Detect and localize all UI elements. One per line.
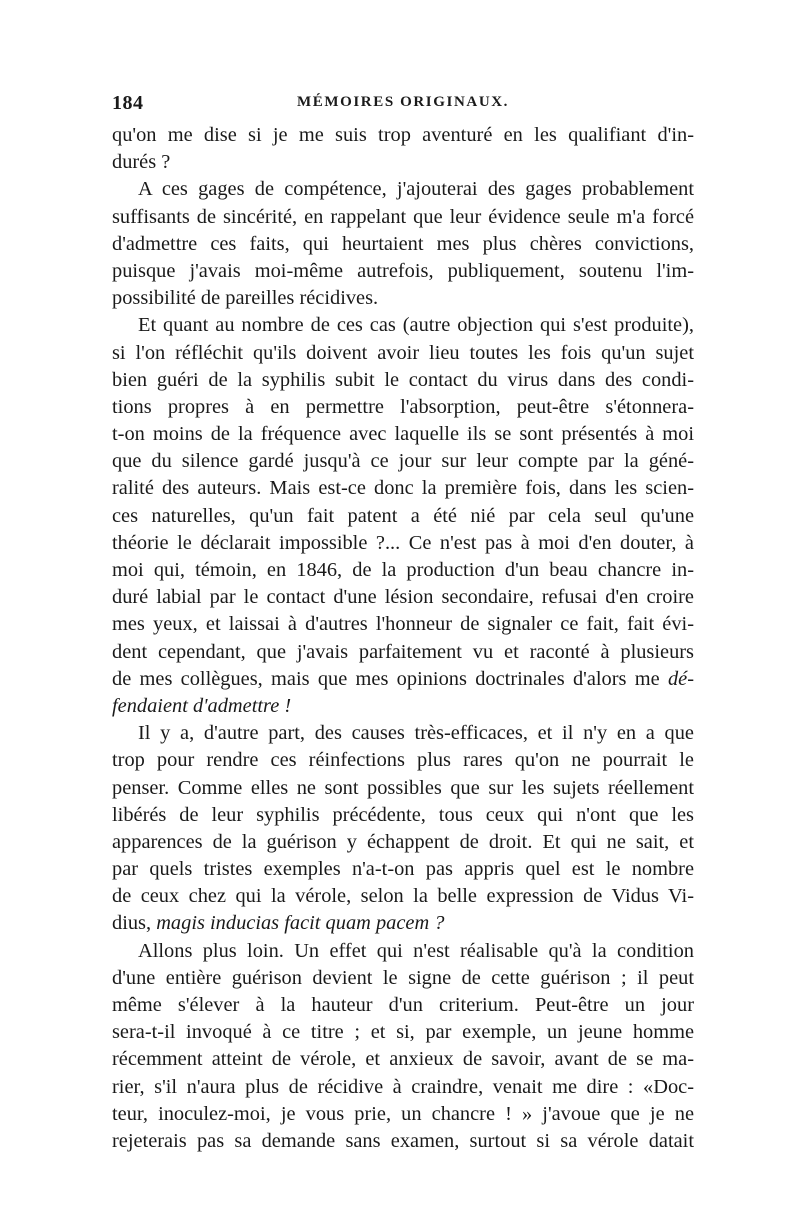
text-line: t-on moins de la fréquence avec laquelle ils se sont présentés à moi <box>112 423 694 446</box>
text-line: suffisants de sincérité, en rappelant que leur évidence seule m'a forcé <box>112 205 694 228</box>
text-line: possibilité de pareilles récidives. <box>112 287 379 310</box>
text-line: de mes collègues, mais que mes opinions doctrinales d'alors me dé- <box>112 667 694 690</box>
text-line: que du silence gardé jusqu'à ce jour sur leur compte par la géné- <box>112 450 694 473</box>
text-line: même s'élever à la hauteur d'un criterium. Peut-être un jour <box>112 994 694 1016</box>
text-line: par quels tristes exemples n'a-t-on pas appris quel est le nombre <box>112 858 694 881</box>
text-line: mes yeux, et laissai à d'autres l'honneur de signaler ce fait, fait évi- <box>112 613 694 636</box>
text-line: ces naturelles, qu'un fait patent a été nié par cela seul qu'une <box>112 504 694 527</box>
italic-text: dé- <box>667 667 694 690</box>
text-line: ralité des auteurs. Mais est-ce donc la première fois, dans les scien- <box>112 477 694 500</box>
paragraph-start-line: A ces gages de compétence, j'ajouterai des gages probablement <box>138 178 694 201</box>
text-line: penser. Comme elles ne sont possibles que sur les sujets réellement <box>112 776 694 799</box>
text-line: trop pour rendre ces réinfections plus rares qu'on ne pourrait le <box>112 749 694 772</box>
text-line: duré labial par le contact d'une lésion secondaire, refusai d'en croire <box>112 586 694 609</box>
text-line: teur, inoculez-moi, je vous prie, un chancre ! » j'avoue que je ne <box>112 1102 694 1125</box>
running-title: MÉMOIRES ORIGINAUX. <box>296 94 510 110</box>
text-line: dent cependant, que j'avais parfaitement vu et raconté à plusieurs <box>112 640 694 663</box>
text-line: bien guéri de la syphilis subit le contact du virus dans des condi- <box>112 368 694 391</box>
text-line: théorie le déclarait impossible ?... Ce n'est pas à moi d'en douter, à <box>112 531 694 554</box>
text-line: de ceux chez qui la vérole, selon la belle expression de Vidus Vi- <box>112 885 694 908</box>
text-line: d'une entière guérison devient le signe de cette guérison ; il peut <box>112 966 694 989</box>
page-number: 184 <box>112 92 144 114</box>
text-line: dius, magis inducias facit quam pacem ? <box>112 912 445 935</box>
book-page <box>112 92 694 1155</box>
paragraph-start-line: Il y a, d'autre part, des causes très-efficaces, et il n'y en a que <box>138 722 694 745</box>
text-line: rejeterais pas sa demande sans examen, surtout si sa vérole datait <box>112 1129 694 1152</box>
text-line: moi qui, témoin, en 1846, de la production d'un beau chancre in- <box>112 559 694 581</box>
text-line: apparences de la guérison y échappent de droit. Et qui ne sait, et <box>112 830 694 853</box>
italic-text: fendaient d'admettre ! <box>112 694 292 717</box>
text-line: rier, s'il n'aura plus de récidive à craindre, venait me dire : «Doc- <box>112 1075 694 1098</box>
text-line: sera-t-il invoqué à ce titre ; et si, par exemple, un jeune homme <box>112 1021 694 1044</box>
body-text <box>112 122 694 1155</box>
text-line: récemment atteint de vérole, et anxieux de savoir, avant de se ma- <box>112 1048 694 1071</box>
paragraph-start-line: Et quant au nombre de ces cas (autre objection qui s'est produite), <box>138 314 694 337</box>
text-line: tions propres à en permettre l'absorption, peut-être s'étonnera- <box>112 395 694 418</box>
text-line: libérés de leur syphilis précédente, tous ceux qui n'ont que les <box>112 803 694 826</box>
text-line: puisque j'avais moi-même autrefois, publiquement, soutenu l'im- <box>112 259 694 282</box>
paragraph-start-line: Allons plus loin. Un effet qui n'est réalisable qu'à la condition <box>138 939 694 962</box>
running-head <box>112 92 694 122</box>
text-line: si l'on réfléchit qu'ils doivent avoir lieu toutes les fois qu'un sujet <box>112 341 694 364</box>
text-line: durés ? <box>112 151 171 174</box>
italic-quote: magis inducias facit quam pacem ? <box>156 912 445 935</box>
text-line: qu'on me dise si je me suis trop aventuré en les qualifiant d'in- <box>112 124 694 146</box>
text-line: d'admettre ces faits, qui heurtaient mes plus chères convictions, <box>112 232 694 255</box>
text-line <box>112 693 694 720</box>
